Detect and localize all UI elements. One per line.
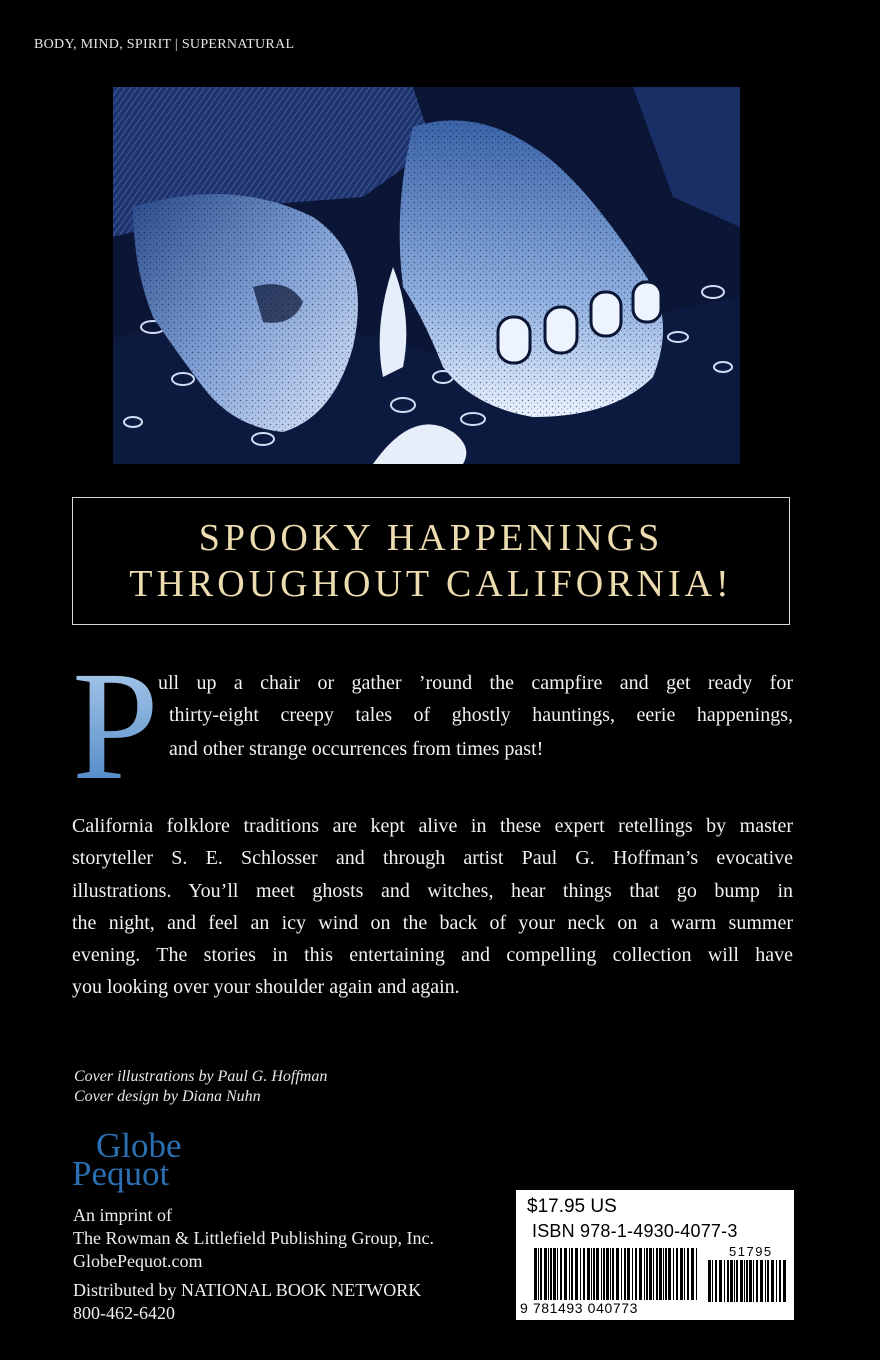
barcode-bar — [621, 1248, 622, 1300]
barcode-bar — [668, 1248, 671, 1300]
barcode-bar — [610, 1248, 611, 1300]
barcode-bar — [676, 1248, 678, 1300]
barcode-bar — [569, 1248, 570, 1300]
description-line: California folklore traditions are kept alive in these expert retellings by master — [72, 815, 793, 837]
barcode-bar — [612, 1248, 614, 1300]
barcode-bar — [560, 1248, 562, 1300]
barcode-bar — [553, 1248, 556, 1300]
logo-line-2: Pequot — [72, 1154, 170, 1193]
barcode-bar — [779, 1260, 781, 1302]
barcode-bar — [606, 1248, 609, 1300]
barcode-bar — [767, 1260, 769, 1302]
barcode-bar — [656, 1248, 658, 1300]
imprint-line-2: The Rowman & Littlefield Publishing Group, Inc. — [73, 1228, 434, 1248]
barcode-bar — [684, 1248, 685, 1300]
barcode-bar — [540, 1248, 542, 1300]
barcode-bar — [534, 1248, 537, 1300]
barcode-bar — [771, 1260, 774, 1302]
barcode-bar — [635, 1248, 637, 1300]
barcode-bar — [740, 1260, 743, 1302]
barcode-bar — [593, 1248, 595, 1300]
barcode-bar — [665, 1248, 667, 1300]
barcode-bar — [632, 1248, 633, 1300]
headline-box — [72, 497, 790, 625]
illustration-hands-reaching-icon — [113, 87, 740, 464]
barcode-bar — [783, 1260, 786, 1302]
barcode-bar — [765, 1260, 766, 1302]
barcode-bar — [557, 1248, 558, 1300]
barcode-bar — [544, 1248, 547, 1300]
logo-line-1: Globe — [96, 1126, 182, 1165]
barcode-bar — [696, 1248, 697, 1300]
barcode-bar — [564, 1248, 567, 1300]
addon-code: 51795 — [729, 1244, 773, 1259]
barcode-bar — [653, 1248, 654, 1300]
barcode-bar — [756, 1260, 758, 1302]
barcode-bar — [727, 1260, 729, 1302]
barcode-bar — [644, 1248, 645, 1300]
barcode-bar — [596, 1248, 599, 1300]
barcode-bar — [708, 1260, 711, 1302]
description-line: the night, and feel an icy wind on the back of your neck on a warm summer — [72, 911, 793, 934]
barcode-bar — [587, 1248, 590, 1300]
barcode-bar — [575, 1248, 578, 1300]
barcode-bar — [548, 1248, 549, 1300]
barcode-bar — [724, 1260, 725, 1302]
drop-cap: P — [72, 661, 162, 791]
intro-line-3: and other strange occurrences from times past! — [169, 738, 544, 760]
barcode-bar — [603, 1248, 605, 1300]
barcode-bar — [776, 1260, 777, 1302]
barcode-panel — [516, 1190, 794, 1320]
description-line: storyteller S. E. Schlosser and through artist Paul G. Hoffman’s evocative — [72, 847, 793, 870]
barcode-bar — [680, 1248, 683, 1300]
barcode-bar — [736, 1260, 738, 1302]
barcode-bar — [616, 1248, 619, 1300]
barcode-bar — [659, 1248, 662, 1300]
headline-line-1: SPOOKY HAPPENINGS — [198, 517, 664, 559]
barcode-bar — [646, 1248, 648, 1300]
barcode-bar — [749, 1260, 752, 1302]
barcode-bar — [624, 1248, 626, 1300]
price-label: $17.95 US — [527, 1196, 617, 1217]
category-label: BODY, MIND, SPIRIT | SUPERNATURAL — [34, 37, 295, 52]
barcode-bar — [571, 1248, 573, 1300]
barcode-bar — [715, 1260, 717, 1302]
barcode-bar — [639, 1248, 642, 1300]
ean-digits: 9 781493 040773 — [520, 1300, 638, 1316]
distributor-line: Distributed by NATIONAL BOOK NETWORK — [73, 1280, 422, 1300]
barcode-bar — [760, 1260, 763, 1302]
barcode-bar — [734, 1260, 735, 1302]
barcode-bar — [601, 1248, 602, 1300]
barcode-bar — [691, 1248, 694, 1300]
headline-line-2: THROUGHOUT CALIFORNIA! — [129, 563, 733, 605]
cover-credits — [74, 1067, 327, 1107]
publisher-logo — [72, 1126, 182, 1193]
description-line: illustrations. You’ll meet ghosts and witches, hear things that go bump in — [72, 879, 793, 902]
intro-line-2: thirty-eight creepy tales of ghostly hauntings, eerie happenings, — [169, 704, 793, 726]
description-line: evening. The stories in this entertaining and compelling collection will have — [72, 944, 793, 967]
barcode-bar — [673, 1248, 674, 1300]
imprint-line-1: An imprint of — [73, 1205, 172, 1225]
barcode-bar — [583, 1248, 585, 1300]
barcode-bar — [627, 1248, 630, 1300]
distributor-phone: 800-462-6420 — [73, 1303, 175, 1323]
barcode-bar — [687, 1248, 689, 1300]
barcode-bar — [753, 1260, 754, 1302]
barcode-bar — [663, 1248, 664, 1300]
barcode-bar — [744, 1260, 745, 1302]
cover-illustration — [113, 87, 740, 464]
barcode-bar — [719, 1260, 722, 1302]
barcode-bar — [730, 1260, 733, 1302]
barcode-bar — [712, 1260, 713, 1302]
publisher-website: GlobePequot.com — [73, 1251, 203, 1271]
illustration-credit: Cover illustrations by Paul G. Hoffman — [74, 1068, 328, 1085]
barcode-bar — [538, 1248, 539, 1300]
barcode-bar — [550, 1248, 552, 1300]
intro-line-1: ull up a chair or gather ’round the campfire and get ready for — [158, 672, 793, 694]
imprint-info — [73, 1204, 434, 1273]
barcode-bar — [746, 1260, 748, 1302]
distributor-info — [73, 1279, 421, 1325]
barcode-bar — [649, 1248, 652, 1300]
barcode-bar — [580, 1248, 581, 1300]
design-credit: Cover design by Diana Nuhn — [74, 1088, 261, 1105]
isbn-label: ISBN 978-1-4930-4077-3 — [532, 1221, 738, 1241]
description-paragraph — [72, 810, 793, 1004]
barcode-bar — [591, 1248, 592, 1300]
description-line: you looking over your shoulder again and again. — [72, 976, 460, 999]
